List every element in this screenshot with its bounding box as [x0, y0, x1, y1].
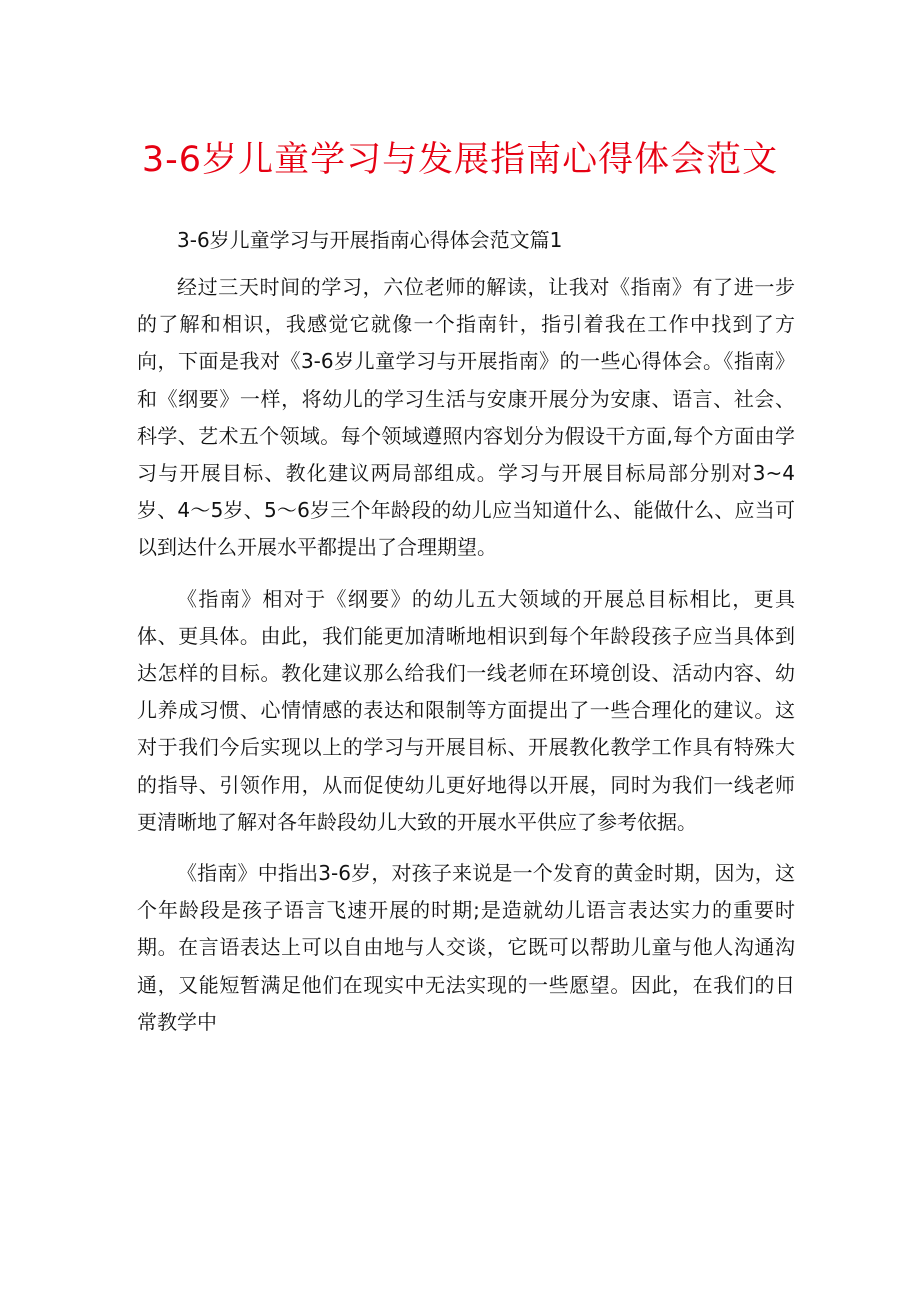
section-heading: 3-6岁儿童学习与开展指南心得体会范文篇1	[177, 228, 563, 252]
paragraph-2: 《指南》相对于《纲要》的幼儿五大领域的开展总目标相比，更具体、更具体。由此，我们能更加清晰地相识到每个年龄段孩子应当具体到达怎样的目标。教化建议那么给我们一线老师在环境创设、活动内容、幼儿养成习惯、心情情感的表达和限制等方面提出了一些合理化的建议。这对于我们今后实现以上的学习与开展目标、开展教化教学工作具有特殊大的指导、引领作用，从而促使幼儿更好地得以开展，同时为我们一线老师更清晰地了解对各年龄段幼儿大致的开展水平供应了参考依据。	[137, 586, 795, 834]
paragraph-3: 《指南》中指出3-6岁，对孩子来说是一个发育的黄金时期，因为，这个年龄段是孩子语言飞速开展的时期;是造就幼儿语言表达实力的重要时期。在言语表达上可以自由地与人交谈，它既可以帮助儿童与他人沟通沟通，又能短暂满足他们在现实中无法实现的一些愿望。因此，在我们的日常教学中	[137, 861, 795, 1034]
document-title: 3-6岁儿童学习与发展指南心得体会范文	[141, 140, 779, 180]
paragraph-1: 经过三天时间的学习，六位老师的解读，让我对《指南》有了进一步的了解和相识，我感觉它就像一个指南针，指引着我在工作中找到了方向，下面是我对《3-6岁儿童学习与开展指南》的一些心得体会。《指南》和《纲要》一样，将幼儿的学习生活与安康开展分为安康、语言、社会、科学、艺术五个领域。每个领域遵照内容划分为假设干方面,每个方面由学习与开展目标、教化建议两局部组成。学习与开展目标局部分别对3~4岁、4～5岁、5～6岁三个年龄段的幼儿应当知道什么、能做什么、应当可以到达什么开展水平都提出了合理期望。	[137, 275, 795, 560]
document-body	[137, 269, 795, 1055]
